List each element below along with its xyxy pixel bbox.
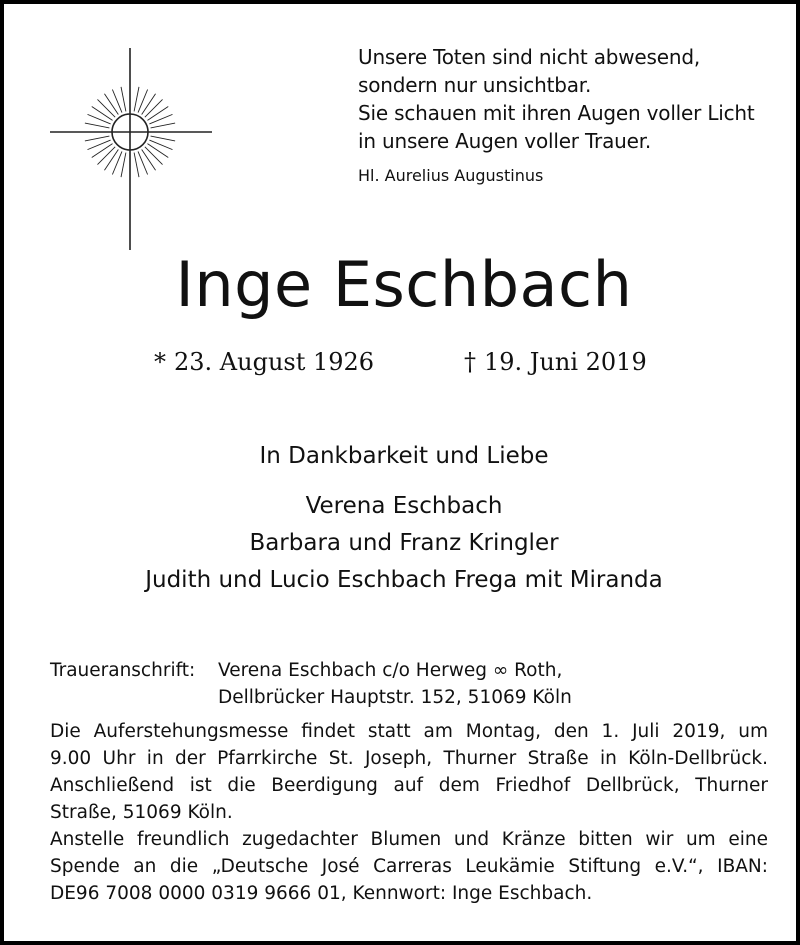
quote-line: sondern nur unsichtbar. (358, 73, 592, 97)
radiant-cross-icon (48, 48, 214, 252)
body-line: Straße, 51069 Köln. (50, 802, 233, 823)
death-symbol: † (464, 348, 476, 376)
mourner: Judith und Lucio Eschbach Frega mit Miranda (145, 567, 663, 593)
address-label: Traueranschrift: (50, 660, 196, 681)
body-line: Anschließend ist die Beerdigung auf dem Friedhof Dellbrück, Thurner (50, 775, 768, 796)
quote-line: Sie schauen mit ihren Augen voller Licht (358, 101, 755, 125)
quote-line: Unsere Toten sind nicht abwesend, (358, 45, 700, 69)
funeral-details (50, 718, 768, 907)
address-line: Verena Eschbach c/o Herweg ∞ Roth, (218, 660, 563, 681)
birth-symbol: * (154, 348, 166, 376)
body-line: Die Auferstehungsmesse findet statt am Montag, den 1. Juli 2019, um (50, 721, 768, 742)
body-line: Anstelle freundlich zugedachter Blumen und Kränze bitten wir um eine (50, 829, 768, 850)
death-date: 19. Juni 2019 (484, 348, 647, 376)
mourners-list (4, 488, 800, 599)
birth-date-line (154, 346, 374, 378)
quote (358, 43, 778, 155)
quote-author: Hl. Aurelius Augustinus (358, 166, 544, 185)
death-date-line (464, 346, 647, 378)
mourner: Verena Eschbach (305, 493, 503, 519)
mourner: Barbara und Franz Kringler (249, 530, 559, 556)
thanks-line: In Dankbarkeit und Liebe (259, 443, 549, 469)
body-line: Spende an die „Deutsche José Carreras Leukämie Stiftung e.V.“, IBAN: (50, 856, 768, 877)
address-line: Dellbrücker Hauptstr. 152, 51069 Köln (218, 687, 572, 708)
deceased-name: Inge Eschbach (175, 248, 633, 321)
birth-date: 23. August 1926 (174, 348, 375, 376)
quote-line: in unsere Augen voller Trauer. (358, 129, 652, 153)
body-line: DE96 7008 0000 0319 9666 01, Kennwort: Inge Eschbach. (50, 883, 593, 904)
body-line: 9.00 Uhr in der Pfarrkirche St. Joseph, Thurner Straße in Köln-Dellbrück. (50, 748, 768, 769)
